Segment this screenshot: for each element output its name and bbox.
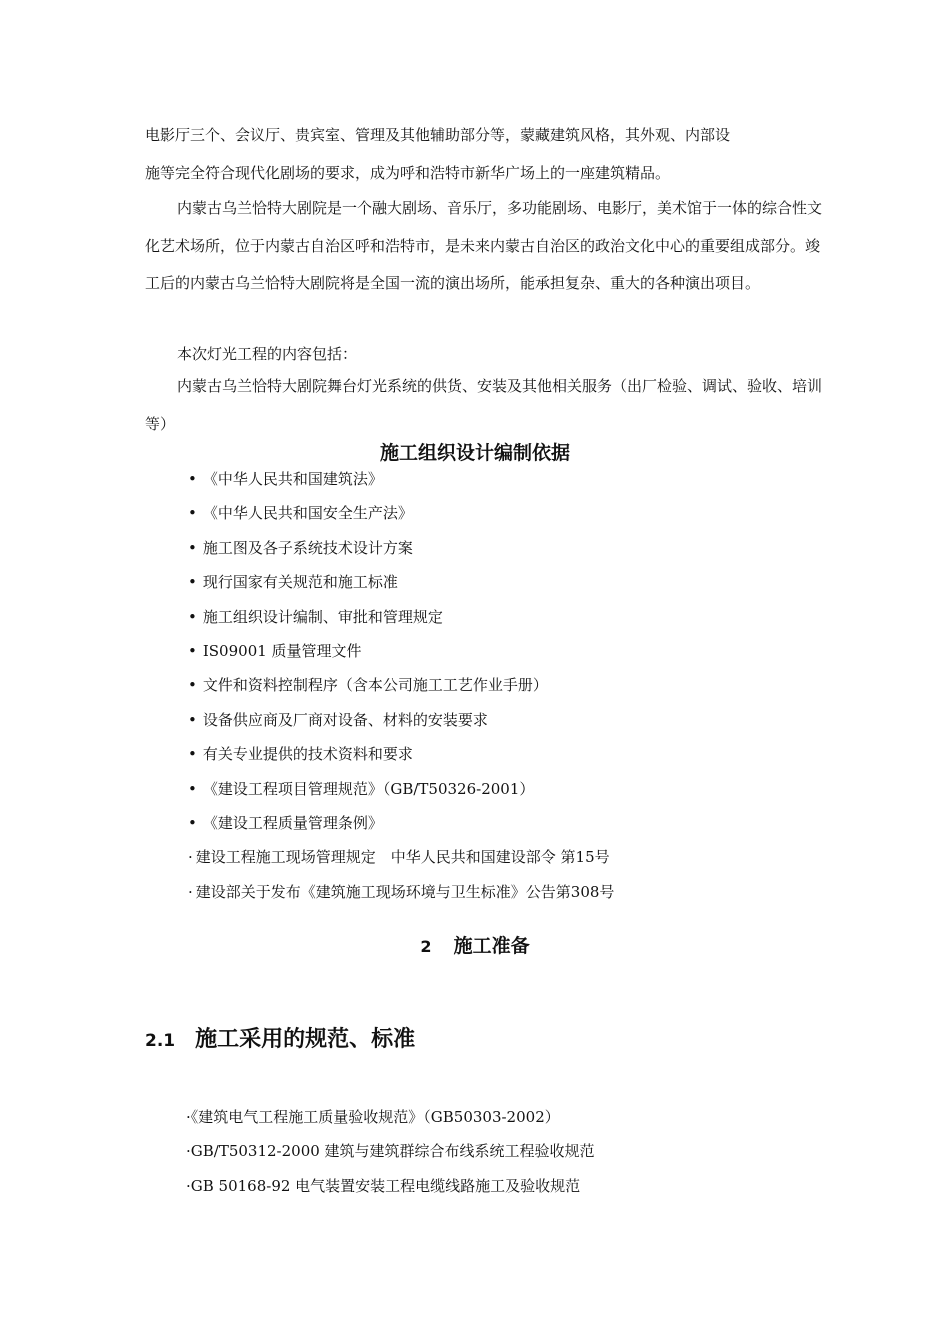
standards-list	[186, 1100, 595, 1203]
list-item: • 施工图及各子系统技术设计方案	[188, 538, 413, 557]
list-item: • 设备供应商及厂商对设备、材料的安装要求	[188, 710, 488, 729]
bullet: •	[188, 504, 197, 523]
section-2-1-heading	[145, 1022, 415, 1053]
intro-paragraph-continued	[145, 117, 825, 192]
bullet: •	[188, 573, 197, 592]
list-item: • 《中华人民共和国安全生产法》	[188, 504, 413, 523]
list-item: · 建设部关于发布《建筑施工现场环境与卫生标准》公告第308号	[188, 882, 615, 901]
list-item: • 施工组织设计编制、审批和管理规定	[188, 607, 443, 626]
list-item: ·GB 50168-92 电气装置安装工程电缆线路施工及验收规范	[186, 1176, 581, 1195]
bullet: •	[188, 676, 197, 695]
bullet: •	[188, 470, 197, 488]
list-item: · 建设工程施工现场管理规定 中华人民共和国建设部令 第15号	[188, 848, 610, 867]
bullet: ·	[188, 848, 193, 867]
intro-paragraph-scope: 内蒙古乌兰恰特大剧院舞台灯光系统的供货、安装及其他相关服务（出厂检验、调试、验收、培训等）	[145, 377, 823, 433]
bullet: •	[188, 538, 197, 557]
list-item: • IS09001 质量管理文件	[188, 641, 362, 660]
list-item: • 现行国家有关规范和施工标准	[188, 573, 398, 592]
list-item: ·GB/T50312-2000 建筑与建筑群综合布线系统工程验收规范	[186, 1142, 595, 1161]
bullet: •	[188, 641, 197, 660]
list-item: • 《中华人民共和国建筑法》	[188, 470, 383, 488]
bullet: •	[188, 745, 197, 764]
section-number: 2.1	[145, 1031, 176, 1051]
list-item: • 有关专业提供的技术资料和要求	[188, 745, 413, 764]
intro-paragraph-theatre: 内蒙古乌兰恰特大剧院是一个融大剧场、音乐厅，多功能剧场、电影厅，美术馆于一体的综合性文化艺术场所，位于内蒙古自治区呼和浩特市，是未来内蒙古自治区的政治文化中心的重要组成部分。竣工后的内蒙古乌兰恰特大剧院将是全国一流的演出场所，能承担复杂、重大的各种演出项目。	[145, 199, 823, 292]
list-item: • 《建设工程质量管理条例》	[188, 813, 383, 832]
intro-line: 电影厅三个、会议厅、贵宾室、管理及其他辅助部分等，蒙藏建筑风格，其外观、内部设	[145, 126, 731, 144]
intro-paragraph-scope-heading: 本次灯光工程的内容包括：	[177, 345, 358, 363]
bullet: ·	[188, 882, 193, 901]
list-item: ·《建筑电气工程施工质量验收规范》（GB50303-2002）	[186, 1108, 560, 1126]
bullet: •	[188, 779, 197, 798]
intro-line: 施等完全符合现代化剧场的要求，成为呼和浩特市新华广场上的一座建筑精品。	[145, 163, 671, 182]
section-number: 2	[420, 937, 432, 956]
bullet: •	[188, 710, 197, 729]
basis-list	[188, 462, 614, 909]
list-item: • 文件和资料控制程序（含本公司施工工艺作业手册）	[188, 676, 548, 695]
section-title: 施工采用的规范、标准	[195, 1027, 416, 1052]
basis-title: 施工组织设计编制依据	[379, 442, 570, 464]
bullet: •	[188, 607, 197, 626]
section-2-heading	[0, 931, 950, 958]
bullet: •	[188, 813, 197, 832]
list-item: • 《建设工程项目管理规范》（GB/T50326-2001）	[188, 779, 535, 798]
section-title: 施工准备	[453, 935, 530, 957]
